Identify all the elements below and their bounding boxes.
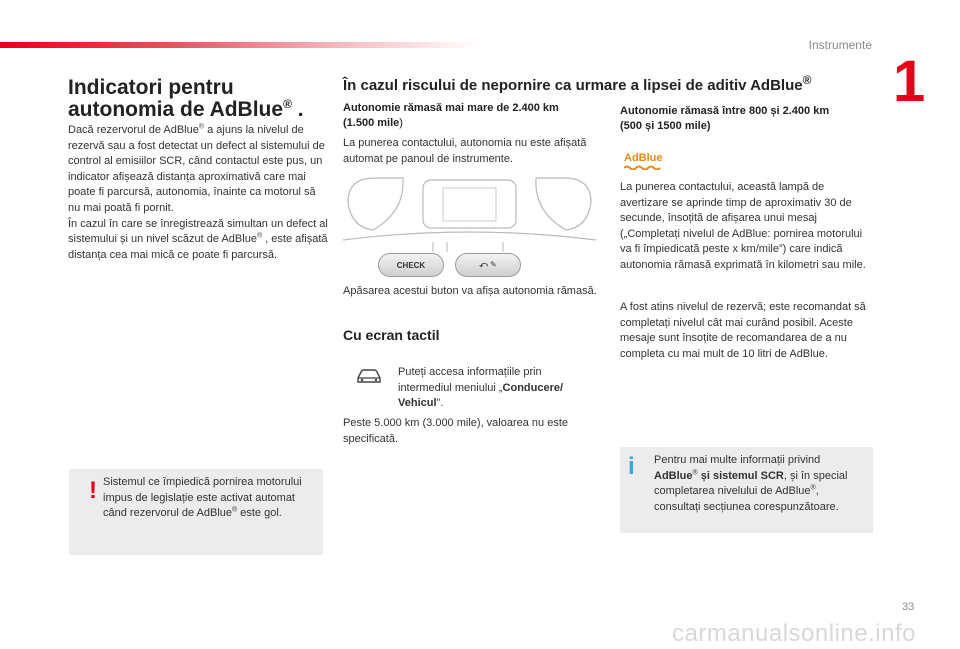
info-box — [620, 447, 873, 533]
info-text: Pentru mai multe informații privind AdBlue® și sistemul SCR, și în special completarea nivelului de AdBlue®, consultați secțiunea corespunzătoare. — [654, 454, 848, 513]
section-title: Instrumente — [808, 38, 872, 52]
intro-text — [68, 123, 328, 263]
intro-paragraph-1: Dacă rezervorul de AdBlue® a ajuns la nivelul de rezervă sau a fost detectat un defect al sistemului de control al emisiilor SCR, când contactul este pus, un indicator afișează distanța aproximativă care mai poate fi parcursă, autonomia, înainte ca motorul să nu mai poată fi pornit. — [68, 123, 325, 214]
check-button[interactable]: CHECK — [378, 253, 444, 277]
header-accent-bar — [0, 42, 480, 48]
adblue-wave-icon — [624, 165, 662, 170]
warning-text: Sistemul ce împiedică pornirea motorului impus de legislație este activat automat când rezervorul de AdBlue® este gol. — [103, 476, 302, 520]
info-icon: i — [628, 453, 635, 480]
autonomy-not-shown-text — [343, 136, 598, 167]
service-button[interactable]: ⤺ ✎ — [455, 253, 521, 277]
page-number: 33 — [902, 601, 915, 613]
warning-icon: ! — [89, 477, 97, 504]
reserve-level-text — [620, 300, 875, 362]
instrument-panel-illustration — [343, 172, 596, 252]
body-paragraph: Puteți accesa informațiile prin intermediul meniului „Conducere/ Vehicul”. — [398, 366, 564, 410]
chapter-number: 1 — [893, 49, 926, 114]
page-title: Indicatori pentru autonomia de AdBlue® . — [68, 76, 304, 121]
subsection-over-2400 — [343, 101, 598, 131]
body-paragraph: Apăsarea acestui buton va afișa autonomia rămasă. — [343, 285, 597, 297]
subsection-heading: Autonomie rămasă mai mare de 2.400 km (1.500 mile) — [343, 102, 559, 129]
warning-lamp-text — [620, 180, 875, 274]
body-paragraph: La punerea contactului, autonomia nu este afișată automat pe panoul de instrumente. — [343, 137, 587, 165]
touchscreen-text — [398, 365, 588, 412]
subsection-heading: Autonomie rămasă între 800 și 2.400 km (500 și 1500 mile) — [620, 105, 830, 132]
body-paragraph: Peste 5.000 km (3.000 mile), valoarea nu este specificată. — [343, 417, 569, 445]
watermark: carmanualsonline.info — [672, 620, 916, 647]
adblue-warning-lamp-icon: AdBlue — [624, 152, 663, 164]
button-description — [343, 284, 598, 300]
warning-box — [69, 469, 323, 555]
body-paragraph: A fost atins nivelul de rezervă; este recomandat să completați nivelul cât mai curând posibil. Aceste mesaje sunt însoțite de recomandarea de a nu completa cu mai mult de 10 litri de AdBlue. — [620, 301, 866, 360]
over-5000-text — [343, 416, 598, 447]
touchscreen-heading: Cu ecran tactil — [343, 327, 440, 343]
body-paragraph: La punerea contactului, această lampă de avertizare se aprinde timp de aproximativ 30 de secunde, însoțită de afișarea unui mesaj („Completați nivelul de AdBlue: pornirea motorului va fi împiedicată peste x km/mile”) care indică autonomia rămasă exprimată în kilometri sau mile. — [620, 181, 866, 271]
section-heading: În cazul riscului de nepornire ca urmare a lipsei de aditiv AdBlue® — [343, 73, 812, 94]
subsection-800-2400 — [620, 104, 875, 134]
intro-paragraph-2: În cazul în care se înregistrează simultan un defect al sistemului și un nivel scăzut de AdBlue® , este afișată distanța cea mai mică ce poate fi parcursă. — [68, 217, 328, 261]
car-icon — [355, 368, 383, 384]
